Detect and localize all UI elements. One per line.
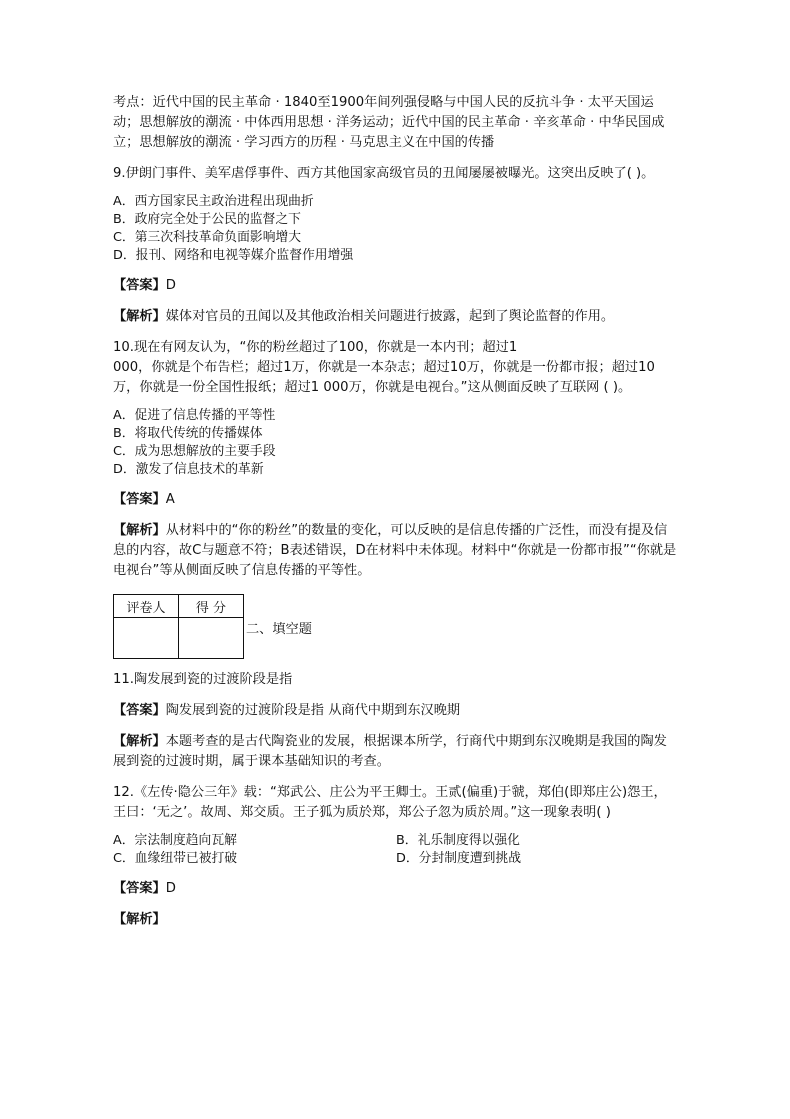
q12-stem: 12.《左传·隐公三年》载：“郑武公、庄公为平王卿士。王贰(偏重)于虢，郑伯(即郑庄公)怨王，王曰：‘无之’。故周、郑交质。王子狐为质於郑，郑公子忽为质於周。”这一现象表明( ) [113,785,667,820]
q9-option-a: A．西方国家民主政治进程出现曲折 [113,194,314,209]
q12-option-b: B．礼乐制度得以强化 [396,833,520,848]
q9-option-d: D．报刊、网络和电视等媒介监督作用增强 [113,248,354,263]
q11-stem: 11.陶发展到瓷的过渡阶段是指 [113,672,293,687]
analysis-label: 【解析】 [113,912,166,927]
q10-stem-line1: 10.现在有网友认为，“你的粉丝超过了100，你就是一本内刊；超过1 [113,340,518,355]
q9-analysis-text: 媒体对官员的丑闻以及其他政治相关问题进行披露，起到了舆论监督的作用。 [165,309,615,324]
kaodian-paragraph [113,93,679,153]
q9-analysis [113,307,679,327]
q11-answer [113,701,679,721]
answer-label: 【答案】 [113,492,166,507]
q12-answer [113,879,679,899]
analysis-label: 【解析】 [113,523,166,538]
analysis-label: 【解析】 [113,734,166,749]
q10-analysis-text: 从材料中的“你的粉丝”的数量的变化，可以反映的是信息传播的广泛性，而没有提及信息的内容，故C与题意不符；B表述错误，D在材料中未体现。材料中“你就是一份都市报”“你就是电视台”等从侧面反映了信息传播的平等性。 [113,523,677,578]
kaodian-text: 近代中国的民主革命 · 1840至1900年间列强侵略与中国人民的反抗斗争 · 太平天国运动；思想解放的潮流 · 中体西用思想 · 洋务运动；近代中国的民主革命 · 辛亥革命 · 中华民国成立；思想解放的潮流 · 学习西方的历程 · 马克思主义在中国的传播 [113,95,665,150]
q12-answer-value: D [165,881,176,896]
q10-answer-value: A [165,492,175,507]
q10-option-d: D．激发了信息技术的革新 [113,462,264,477]
document-page [113,93,679,930]
q12-option-d: D．分封制度遭到挑战 [396,851,522,866]
answer-label: 【答案】 [113,703,166,718]
kaodian-label: 考点： [113,95,153,110]
q10-answer [113,490,679,510]
q12-options-row-1 [113,832,679,850]
score-table-grader-header: 评卷人 [114,595,179,618]
score-table [113,594,244,659]
answer-label: 【答案】 [113,881,166,896]
q11-answer-value: 陶发展到瓷的过渡阶段是指 从商代中期到东汉晚期 [165,703,461,718]
score-table-score-header: 得 分 [179,595,244,618]
section-title: 二、填空题 [246,622,312,637]
q9-stem: 9.伊朗门事件、美军虐俘事件、西方其他国家高级官员的丑闻屡屡被曝光。这突出反映了( )。 [113,166,655,181]
q12-option-a: A．宗法制度趋向瓦解 [113,833,237,848]
score-table-grader-cell [114,618,179,659]
score-block [113,594,679,659]
q9-answer-value: D [165,278,176,293]
answer-label: 【答案】 [113,278,166,293]
q11-analysis-text: 本题考查的是古代陶瓷业的发展，根据课本所学，行商代中期到东汉晚期是我国的陶发展到瓷的过渡时期，属于课本基础知识的考查。 [113,734,667,769]
q9-answer [113,276,679,296]
analysis-label: 【解析】 [113,309,166,324]
q10-option-c: C．成为思想解放的主要手段 [113,444,276,459]
q12-analysis [113,910,679,930]
q10-option-a: A．促进了信息传播的平等性 [113,408,276,423]
q12-options-row-2 [113,850,679,868]
q10-analysis [113,521,679,581]
q9-option-b: B．政府完全处于公民的监督之下 [113,212,301,227]
q12-option-c: C．血缘纽带已被打破 [113,851,238,866]
q10-stem-line2: 000，你就是个布告栏；超过1万，你就是一本杂志；超过10万，你就是一份都市报；超过10万，你就是一份全国性报纸；超过1 000万，你就是电视台。”这从侧面反映了互联网 ( )。 [113,360,655,395]
q11-analysis [113,732,679,772]
q10-option-b: B．将取代传统的传播媒体 [113,426,263,441]
q9-option-c: C．第三次科技革命负面影响增大 [113,230,302,245]
score-table-score-cell [179,618,244,659]
